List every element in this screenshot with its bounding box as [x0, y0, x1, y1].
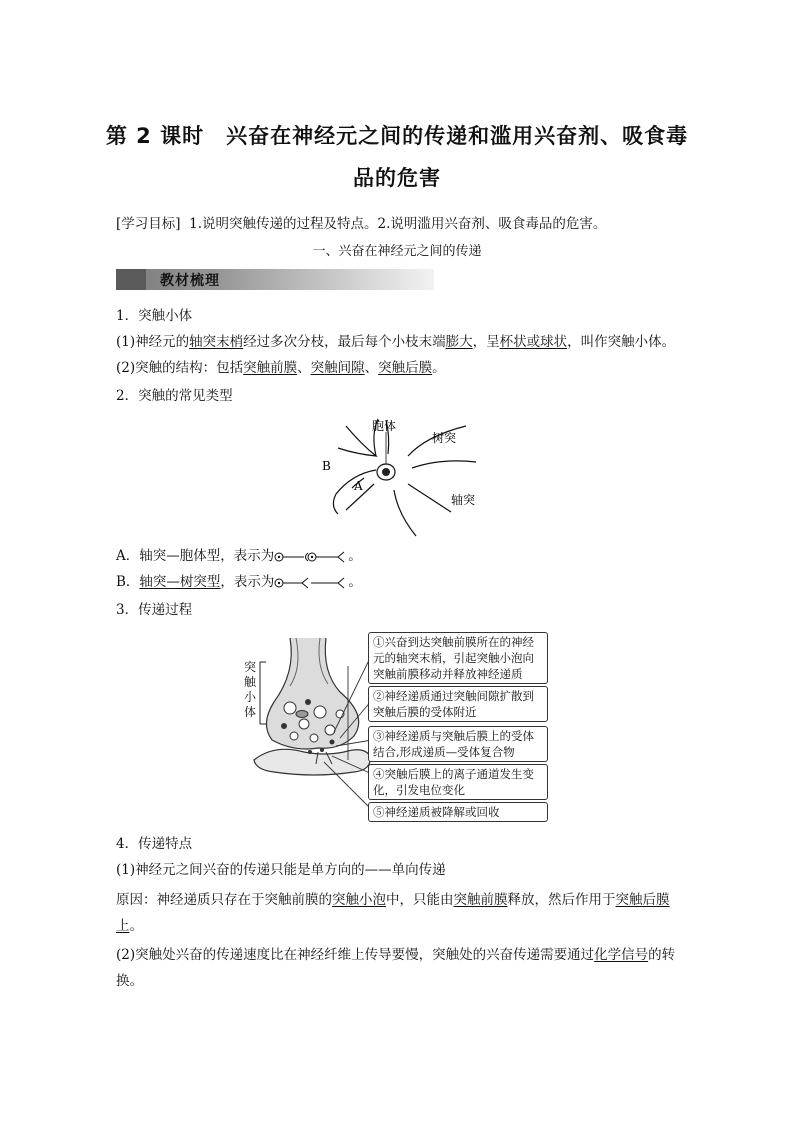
label-dendrite: 树突 — [432, 431, 457, 445]
text: ，表示为 — [220, 574, 275, 590]
label-a: A — [354, 479, 363, 493]
text: A．轴突—胞体型，表示为 — [116, 548, 275, 564]
page-title: 第 2 课时 兴奋在神经元之间的传递和滥用兴奋剂、吸食毒 — [105, 124, 689, 148]
answer-blank: 突触前膜 — [243, 360, 298, 376]
text: (2)突触的结构：包括 — [116, 360, 244, 376]
text: 、 — [364, 360, 379, 376]
neuron-synapse-diagram — [316, 414, 480, 540]
answer-blank: 突触后膜上 — [116, 892, 670, 934]
text: ，叫作突触小体。 — [567, 334, 676, 350]
type-b-line — [116, 572, 686, 592]
banner-label: 教材梳理 — [160, 273, 220, 289]
text: 的转换。 — [116, 947, 676, 989]
text: ，呈 — [472, 334, 500, 350]
text: 中，只能由 — [386, 892, 454, 908]
synapse-process-figure — [244, 632, 554, 828]
process-step-5: ⑤神经递质被降解或回收 — [368, 802, 548, 822]
side-char: 突 — [244, 660, 257, 674]
text: 释放，然后作用于 — [507, 892, 616, 908]
objectives-label: [学习目标] — [116, 216, 181, 232]
text: 、 — [297, 360, 311, 376]
side-char: 触 — [244, 675, 257, 689]
axon-soma-symbol-icon — [274, 550, 348, 564]
answer-blank: 突触间隙 — [310, 360, 365, 376]
s1-paragraph-1 — [116, 332, 686, 352]
process-step-4: ④突触后膜上的离子通道发生变化，引发电位变化 — [368, 764, 548, 800]
text: (1)神经元的 — [116, 334, 190, 350]
answer-blank: 突触小泡 — [332, 892, 386, 908]
s2-heading: 2．突触的常见类型 — [116, 388, 233, 404]
banner-accent — [116, 269, 146, 290]
s4-paragraph-2 — [116, 942, 686, 994]
answer-blank: 杯状或球状 — [499, 334, 568, 350]
label-axon: 轴突 — [451, 493, 476, 507]
process-step-1: ①兴奋到达突触前膜所在的神经元的轴突末梢，引起突触小泡向突触前膜移动并释放神经递质 — [368, 632, 548, 684]
answer-blank: 突触前膜 — [453, 892, 508, 908]
text: 经过多次分枝，最后每个小枝末端 — [243, 334, 446, 350]
page-title-continued: 品的危害 — [353, 166, 441, 190]
process-step-3: ③神经递质与突触后膜上的受体结合,形成递质—受体复合物 — [368, 726, 548, 762]
answer-blank: 膨大 — [445, 334, 473, 350]
section-heading: 一、兴奋在神经元之间的传递 — [312, 244, 482, 259]
objectives-text: 1.说明突触传递的过程及特点。2.说明滥用兴奋剂、吸食毒品的危害。 — [189, 216, 607, 232]
s1-paragraph-2 — [116, 358, 686, 378]
text: (2)突触处兴奋的传递速度比在神经纤维上传导要慢，突触处的兴奋传递需要通过 — [116, 947, 595, 963]
s3-heading: 3．传递过程 — [116, 602, 193, 618]
process-step-2: ②神经递质通过突触间隙扩散到突触后膜的受体附近 — [368, 686, 548, 722]
text: 。 — [348, 574, 362, 590]
side-char: 体 — [244, 705, 257, 719]
s1-heading: 1．突触小体 — [116, 308, 193, 324]
s4-heading: 4．传递特点 — [116, 836, 193, 852]
answer-blank: 化学信号 — [594, 947, 649, 963]
section-banner — [116, 269, 434, 290]
axon-dendrite-symbol-icon — [274, 576, 348, 590]
answer-blank: 轴突—树突型 — [139, 574, 221, 590]
label-b: B — [322, 459, 331, 473]
text: 。 — [129, 918, 143, 934]
text: 。 — [348, 548, 362, 564]
type-a-line — [116, 546, 686, 566]
s4-paragraph-1: (1)神经元之间兴奋的传递只能是单方向的——单向传递 — [116, 862, 446, 878]
text: B． — [116, 574, 140, 590]
learning-objectives — [116, 214, 686, 234]
text: 。 — [432, 360, 446, 376]
text: 原因：神经递质只存在于突触前膜的 — [116, 892, 332, 908]
label-soma: 胞体 — [372, 419, 397, 433]
answer-blank: 轴突末梢 — [189, 334, 244, 350]
nucleus-icon — [382, 468, 390, 476]
side-char: 小 — [244, 690, 257, 704]
answer-blank: 突触后膜 — [378, 360, 433, 376]
s4-reason — [116, 887, 686, 939]
